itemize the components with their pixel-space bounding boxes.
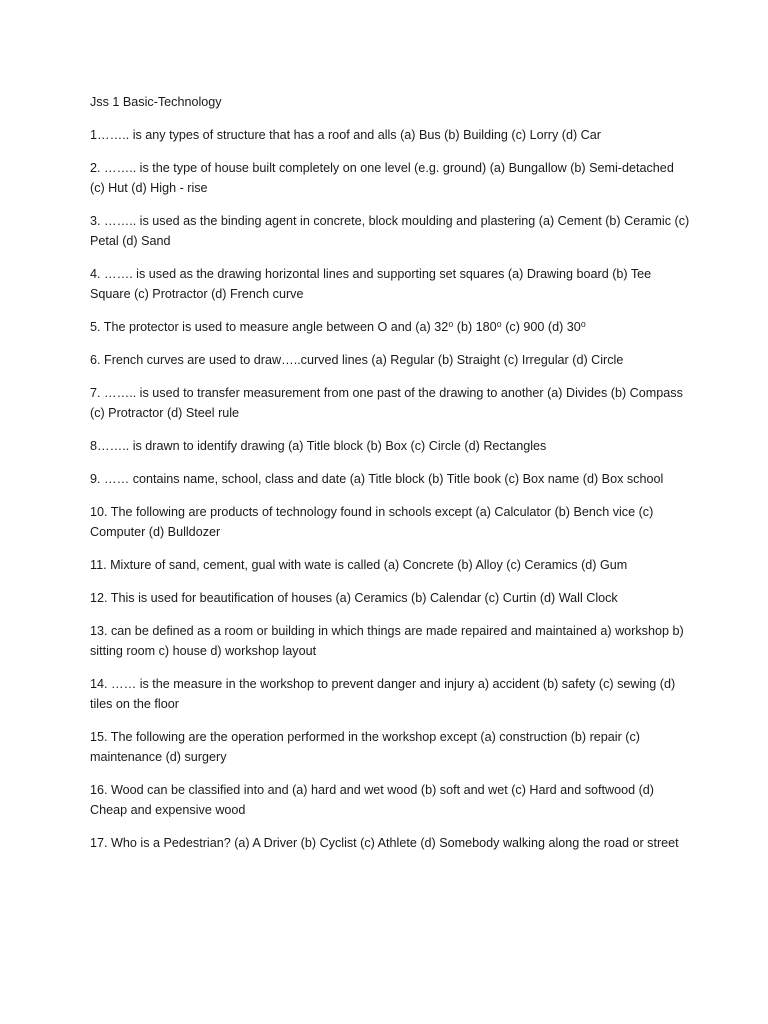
question-5: 5. The protector is used to measure angle between O and (a) 32⁰ (b) 180⁰ (c) 900 (d) 30⁰ [90, 320, 586, 334]
question-4: 4. ……. is used as the drawing horizontal lines and supporting set squares (a) Drawing board (b) Tee Square (c) Protractor (d) French curve [90, 267, 652, 301]
document-page [90, 92, 690, 866]
question-1: 1…….. is any types of structure that has a roof and alls (a) Bus (b) Building (c) Lorry (d) Car [90, 128, 601, 142]
question-11: 11. Mixture of sand, cement, gual with wate is called (a) Concrete (b) Alloy (c) Ceramics (d) Gum [90, 558, 628, 572]
question-6: 6. French curves are used to draw…..curved lines (a) Regular (b) Straight (c) Irregular (d) Circle [90, 353, 624, 367]
question-13: 13. can be defined as a room or building in which things are made repaired and maintained a) workshop b) sitting room c) house d) workshop layout [90, 624, 684, 658]
document-title: Jss 1 Basic-Technology [90, 95, 222, 109]
question-16: 16. Wood can be classified into and (a) hard and wet wood (b) soft and wet (c) Hard and softwood (d) Cheap and expensive wood [90, 783, 654, 817]
question-14: 14. …… is the measure in the workshop to prevent danger and injury a) accident (b) safety (c) sewing (d) tiles on the floor [90, 677, 676, 711]
question-3: 3. …….. is used as the binding agent in concrete, block moulding and plastering (a) Cement (b) Ceramic (c) Petal (d) Sand [90, 214, 690, 248]
question-12: 12. This is used for beautification of houses (a) Ceramics (b) Calendar (c) Curtin (d) Wall Clock [90, 591, 618, 605]
question-2: 2. …….. is the type of house built completely on one level (e.g. ground) (a) Bungallow (b) Semi-detached (c) Hut (d) High - rise [90, 161, 674, 195]
question-10: 10. The following are products of technology found in schools except (a) Calculator (b) Bench vice (c) Computer (d) Bulldozer [90, 505, 654, 539]
question-8: 8…….. is drawn to identify drawing (a) Title block (b) Box (c) Circle (d) Rectangles [90, 439, 547, 453]
question-17: 17. Who is a Pedestrian? (a) A Driver (b) Cyclist (c) Athlete (d) Somebody walking along the road or street [90, 836, 679, 850]
question-9: 9. …… contains name, school, class and date (a) Title block (b) Title book (c) Box name (d) Box school [90, 472, 664, 486]
question-7: 7. …….. is used to transfer measurement from one past of the drawing to another (a) Divides (b) Compass (c) Protractor (d) Steel rule [90, 386, 683, 420]
question-15: 15. The following are the operation performed in the workshop except (a) construction (b) repair (c) maintenance (d) surgery [90, 730, 640, 764]
